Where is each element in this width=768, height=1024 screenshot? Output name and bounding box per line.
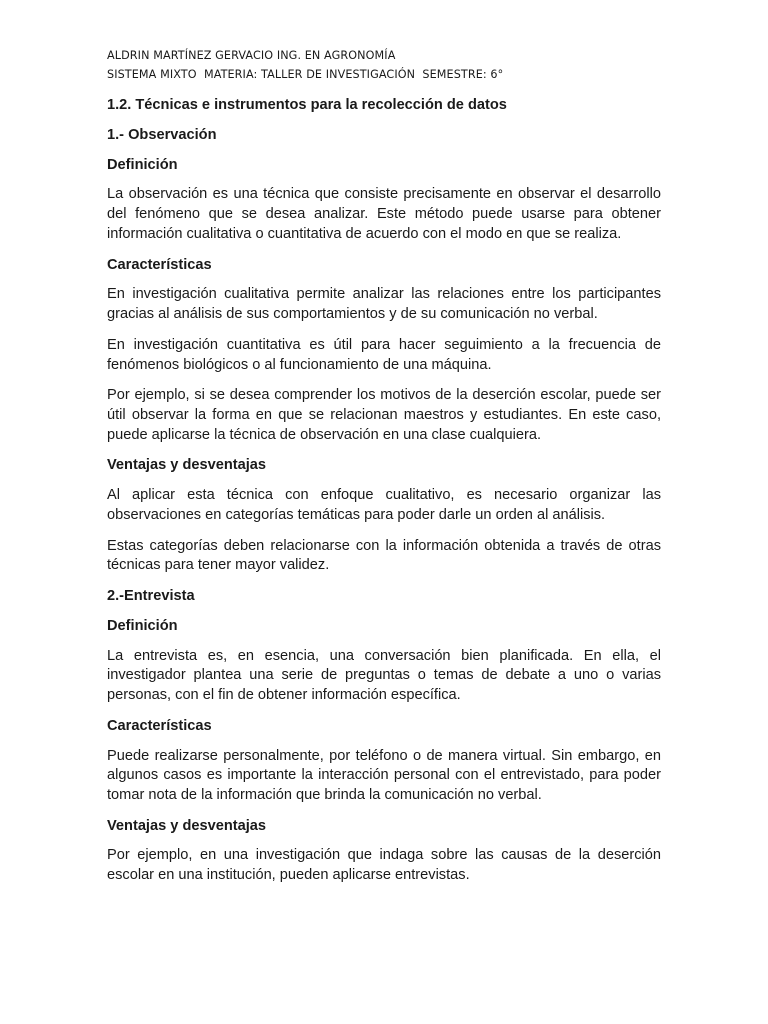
entrevista-caracteristicas-heading: Características	[107, 717, 212, 734]
observacion-caracteristicas-heading: Características	[107, 256, 212, 273]
entrevista-title: 2.-Entrevista	[107, 587, 195, 604]
observacion-definicion-heading: Definición	[107, 156, 178, 173]
observacion-ventajas-paragraph-1: Al aplicar esta técnica con enfoque cualitativo, es necesario organizar las observaciones en categorías temáticas para poder darle un orden al análisis.	[107, 487, 661, 523]
entrevista-definicion-paragraph: La entrevista es, en esencia, una conversación bien planificada. En ella, el investigador plantea una serie de preguntas o temas de debate a uno o varias personas, con el fin de obtener información específica.	[107, 647, 661, 704]
document-body	[107, 96, 661, 897]
observacion-title: 1.- Observación	[107, 126, 217, 143]
observacion-caracteristicas-paragraph-3: Por ejemplo, si se desea comprender los motivos de la deserción escolar, puede ser útil observar la forma en que se relacionan maestros y estudiantes. En este caso, puede aplicarse la técnica de observación en una clase cualquiera.	[107, 387, 661, 443]
observacion-caracteristicas-paragraph-1: En investigación cualitativa permite analizar las relaciones entre los participantes gracias al análisis de sus comportamientos y de su comunicación no verbal.	[107, 286, 661, 323]
header-course-line: SISTEMA MIXTO MATERIA: TALLER DE INVESTIGACIÓN SEMESTRE: 6°	[107, 68, 504, 81]
section-title: 1.2. Técnicas e instrumentos para la recolección de datos	[107, 97, 507, 113]
entrevista-caracteristicas-paragraph: Puede realizarse personalmente, por teléfono o de manera virtual. Sin embargo, en algunos casos es importante la interacción personal con el entrevistado, para poder tomar nota de la información que brinda la comunicación no verbal.	[107, 747, 661, 804]
entrevista-ventajas-heading: Ventajas y desventajas	[107, 817, 267, 834]
observacion-caracteristicas-paragraph-2: En investigación cuantitativa es útil para hacer seguimiento a la frecuencia de fenómenos biológicos o al funcionamiento de una máquina.	[107, 336, 661, 373]
observacion-ventajas-heading: Ventajas y desventajas	[107, 457, 267, 474]
header-author-line: ALDRIN MARTÍNEZ GERVACIO ING. EN AGRONOMÍA	[107, 49, 396, 62]
observacion-ventajas-paragraph-2: Estas categorías deben relacionarse con la información obtenida a través de otras técnicas para tener mayor validez.	[107, 537, 661, 574]
entrevista-definicion-heading: Definición	[107, 617, 178, 634]
observacion-definicion-paragraph: La observación es una técnica que consiste precisamente en observar el desarrollo del fenómeno que se desea analizar. Este método puede usarse para obtener información cualitativa o cuantitativa de acuerdo con el modo en que se realiza.	[107, 186, 661, 242]
entrevista-ventajas-paragraph: Por ejemplo, en una investigación que indaga sobre las causas de la deserción escolar en una institución, pueden aplicarse entrevistas.	[107, 847, 661, 884]
page-header	[107, 46, 667, 84]
